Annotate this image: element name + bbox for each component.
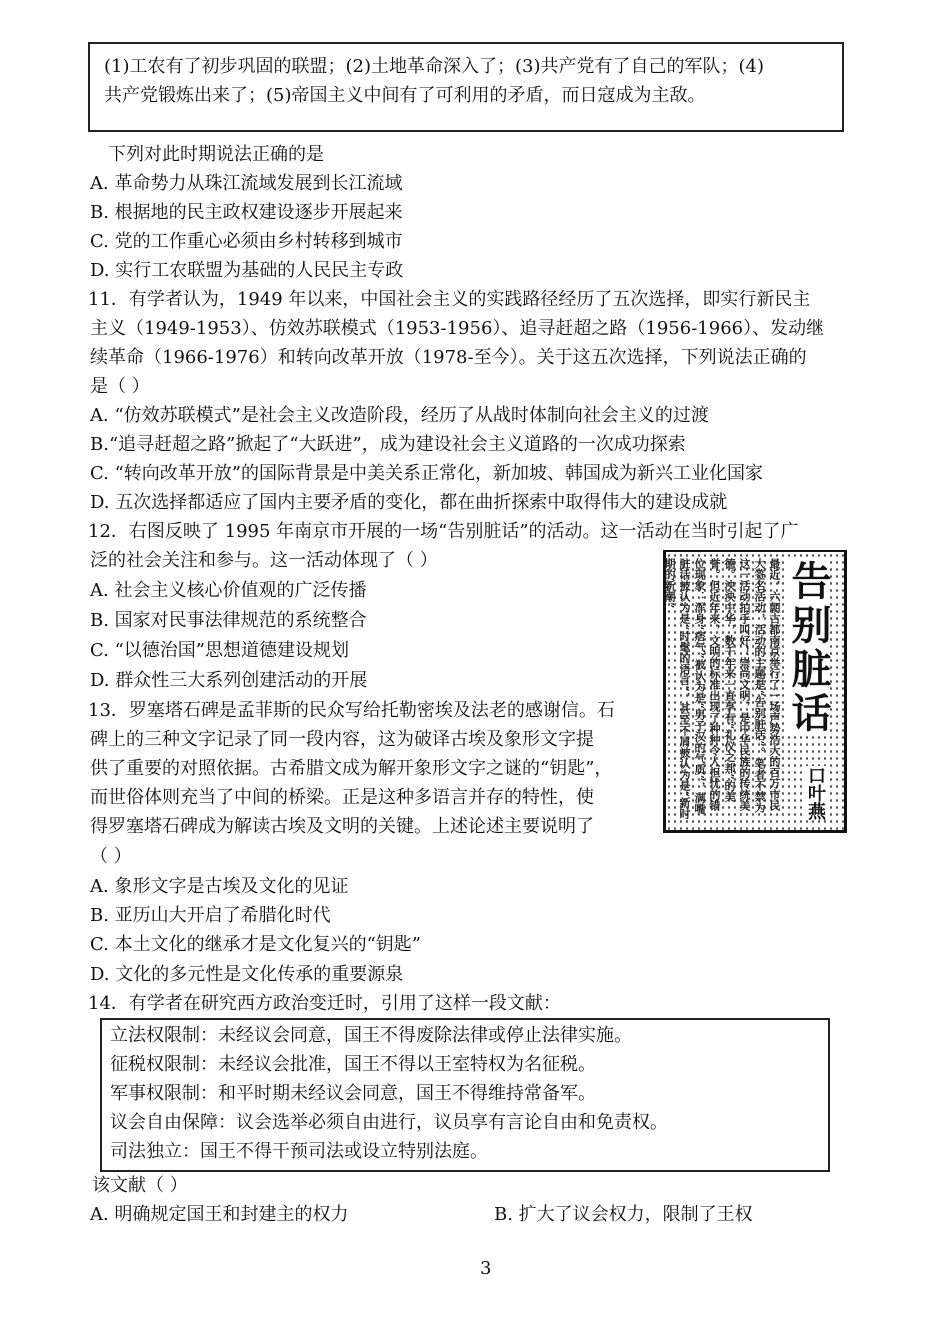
q11-option-a: A. “仿效苏联模式”是社会主义改造阶段，经历了从战时体制向社会主义的过渡 (90, 405, 709, 426)
q11-option-d: D. 五次选择都适应了国内主要矛盾的变化，都在曲折探索中取得伟大的建设成就 (90, 492, 728, 513)
clipping-title: 告别脏话 (785, 560, 832, 736)
q13-stem: 得罗塞塔石碑成为解读古埃及文明的关键。上述论述主要说明了 (90, 816, 594, 837)
q14-option-b: B. 扩大了议会权力，限制了王权 (494, 1204, 753, 1225)
q14-option-a: A. 明确规定国王和封建主的权力 (90, 1204, 349, 1225)
q14-material-line: 军事权限制：和平时期未经议会同意，国王不得维持常备军。 (110, 1083, 596, 1104)
q10-option-b: B. 根据地的民主政权建设逐步开展起来 (90, 202, 403, 223)
q13-stem: 13．罗塞塔石碑是孟菲斯的民众写给托勒密埃及法老的感谢信。石 (88, 700, 615, 721)
q12-stem: 泛的社会关注和参与。这一活动体现了（ ） (90, 550, 438, 571)
q14-question: 该文献（ ） (92, 1175, 188, 1196)
q10-material-line: 共产党锻炼出来了；(5)帝国主义中间有了可利用的矛盾，而日寇成为主敌。 (104, 85, 706, 106)
q13-stem: 碑上的三种文字记录了同一段内容，这为破译古埃及象形文字提 (90, 729, 594, 750)
q11-option-b: B.“追寻赶超之路”掀起了“大跃进”，成为建设社会主义道路的一次成功探索 (90, 434, 686, 455)
q11-stem: 是（ ） (90, 376, 150, 397)
q11-stem: 11．有学者认为，1949 年以来，中国社会主义的实践路径经历了五次选择，即实行新民主 (88, 289, 811, 310)
q13-stem: 供了重要的对照依据。古希腊文成为解开象形文字之谜的“钥匙”， (90, 758, 613, 779)
q12-option-c: C. “以德治国”思想道德建设规划 (90, 640, 349, 661)
clipping-body: 最近，六朝古都南京举行了一场声势浩大的百万市民大签名活动，活动的主题是“告别脏话”。笔者不禁为这一活动拍手叫好！崇尚文明，是中华民族的传统美德。泱泱中华，数千年来一直享有“礼仪之邦”的美誉。但近年来，文明的标准出现了种种令人担忧的错位现象：浑身“痞气”被认为是“男子汉的气质”，满嘴脏话被认为是“时髦的语言”，甚至不屑被认为是“新时期的新潮” (663, 558, 781, 819)
q10-stem: 下列对此时期说法正确的是 (108, 144, 324, 165)
q10-material-line: (1)工农有了初步巩固的联盟；(2)土地革命深入了；(3)共产党有了自己的军队；(4) (104, 56, 764, 77)
q13-option-d: D. 文化的多元性是文化传承的重要源泉 (90, 964, 404, 985)
q12-option-d: D. 群众性三大系列创建活动的开展 (90, 670, 368, 691)
q12-option-a: A. 社会主义核心价值观的广泛传播 (90, 580, 367, 601)
q11-stem: 主义（1949-1953）、仿效苏联模式（1953-1956）、追寻赶超之路（1956-1966）、发动继 (90, 318, 825, 339)
q11-option-c: C. “转向改革开放”的国际背景是中美关系正常化，新加坡、韩国成为新兴工业化国家 (90, 463, 763, 484)
q13-option-c: C. 本土文化的继承才是文化复兴的“钥匙” (90, 934, 421, 955)
q10-option-d: D. 实行工农联盟为基础的人民民主专政 (90, 260, 404, 281)
q13-option-b: B. 亚历山大开启了希腊化时代 (90, 905, 331, 926)
q13-option-a: A. 象形文字是古埃及文化的见证 (90, 876, 349, 897)
q14-material-line: 征税权限制：未经议会批准，国王不得以王室特权为名征税。 (110, 1054, 596, 1075)
q12-stem: 12．右图反映了 1995 年南京市开展的一场“告别脏话”的活动。这一活动在当时引起了广 (88, 521, 799, 542)
q14-material-line: 议会自由保障：议会选举必须自由进行，议员享有言论自由和免责权。 (110, 1112, 668, 1133)
newspaper-clipping-image (663, 550, 847, 833)
q12-option-b: B. 国家对民事法律规范的系统整合 (90, 610, 367, 631)
q13-stem: 而世俗体则充当了中间的桥梁。正是这种多语言并存的特性，使 (90, 787, 594, 808)
q14-material-line: 司法独立：国王不得干预司法或设立特别法庭。 (110, 1141, 488, 1162)
q13-stem: （ ） (90, 846, 132, 867)
q10-option-a: A. 革命势力从珠江流域发展到长江流域 (90, 173, 403, 194)
page-number: 3 (480, 1258, 492, 1279)
q14-material-line: 立法权限制：未经议会同意，国王不得废除法律或停止法律实施。 (110, 1025, 632, 1046)
q14-stem: 14．有学者在研究西方政治变迁时，引用了这样一段文献： (88, 993, 561, 1014)
q11-stem: 续革命（1966-1976）和转向改革开放（1978-至今）。关于这五次选择，下列说法正确的 (90, 347, 807, 368)
clipping-author: 口叶燕 (802, 766, 828, 820)
q10-option-c: C. 党的工作重心必须由乡村转移到城市 (90, 231, 403, 252)
